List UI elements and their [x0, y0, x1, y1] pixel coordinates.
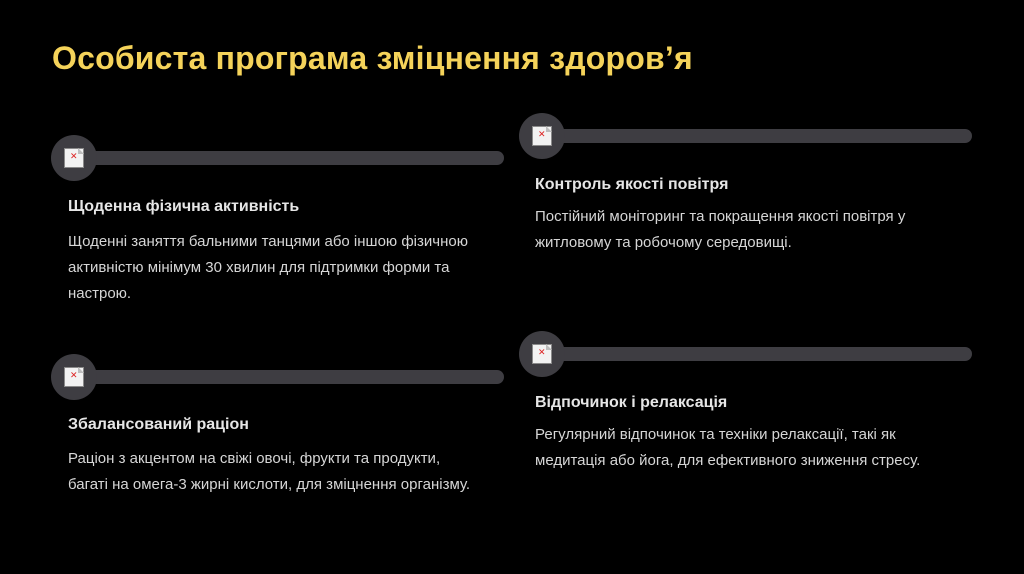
card-text: Раціон з акцентом на свіжі овочі, фрукти та продукти, багаті на омега-3 жирні кислоти, для зміцнення організму. — [68, 450, 471, 493]
broken-image-icon: ✕ — [532, 344, 552, 364]
card-divider-bar — [540, 347, 972, 361]
card-title: Відпочинок і релаксація — [535, 394, 728, 411]
card-icon-circle — [51, 354, 97, 400]
broken-image-icon: ✕ — [64, 148, 84, 168]
card-divider-bar — [72, 151, 504, 165]
card-title: Контроль якості повітря — [535, 176, 729, 193]
card-divider-bar — [540, 129, 972, 143]
card-icon-circle — [519, 331, 565, 377]
card-text: Регулярний відпочинок та техніки релаксації, такі як медитація або йога, для ефективного зниження стресу. — [535, 426, 921, 469]
card-text: Постійний моніторинг та покращення якості повітря у житловому та робочому середовищі. — [535, 208, 906, 251]
card-icon-circle — [519, 113, 565, 159]
card-title: Щоденна фізична активність — [68, 198, 300, 215]
card-title: Збалансований раціон — [68, 416, 249, 433]
card-divider-bar — [72, 370, 504, 384]
broken-image-icon: ✕ — [64, 367, 84, 387]
broken-image-icon: ✕ — [532, 126, 552, 146]
card-icon-circle — [51, 135, 97, 181]
card-text: Щоденні заняття бальними танцями або іншою фізичною активністю мінімум 30 хвилин для підтримки форми та настрою. — [68, 233, 468, 302]
slide-title: Особиста програма зміцнення здоров’я — [52, 40, 693, 76]
